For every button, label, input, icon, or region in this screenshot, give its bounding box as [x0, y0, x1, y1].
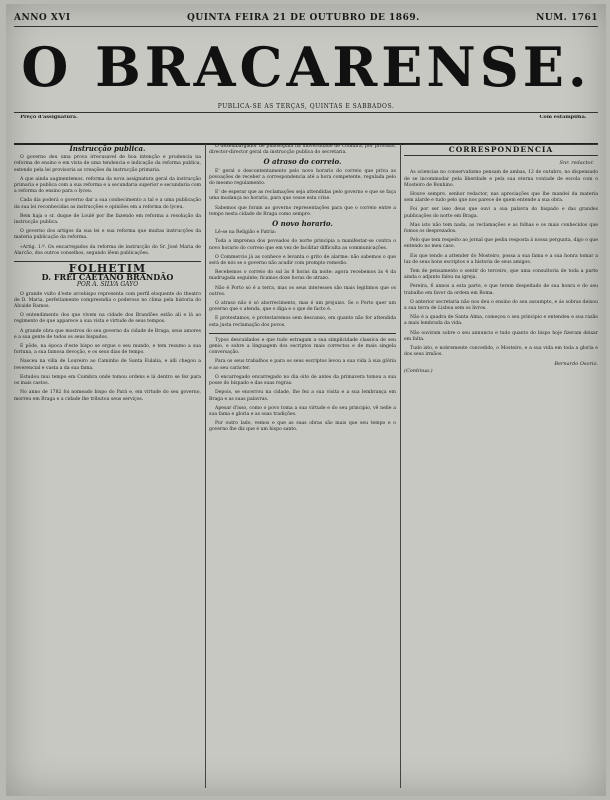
folhetim-subject: D. FREI CAETANO BRANDÃO — [41, 272, 174, 283]
paragraph: Tudo isto, e nobremente concedido, o Mosteiro, e a sua vida em toda a gloria e dos seus irmãos. — [404, 346, 598, 358]
subscription-right-label: Com estampilha. — [539, 115, 587, 120]
folhetim-article — [14, 292, 201, 403]
column-rule — [205, 144, 206, 788]
folhetim-byline — [14, 282, 201, 288]
instruction-article — [14, 155, 201, 257]
paragraph: Por outro lado, vemos e que as suas obras são mais que seu tempo e o governo lhe diz que é um bispo santo. — [209, 421, 396, 433]
section-heading-correspondence: CORRESPONDENCIA — [404, 144, 598, 156]
paragraph: A grande obra que mostrou do seu governo da cidade de Braga, seus amores e a sua gente de todos os seus bispados. — [14, 328, 201, 340]
mail-delay-article — [209, 169, 396, 218]
column-rule — [400, 144, 401, 788]
issue-number: NUM. 1761 — [536, 13, 598, 23]
paragraph: Tem de pensamento o sentir do terceiro, que uma consultoria de toda a parte ainda o adjunto falou na igreja. — [404, 269, 598, 281]
paragraph: Nasceu na villa de Loureiro ao Caminho de Santa Eulalia, e alli chegou a reverencial e vasta a da sua fama. — [14, 359, 201, 371]
subscription-row — [14, 112, 598, 145]
letter-signature: Bernardo Osorio. — [554, 361, 598, 368]
paragraph: Lê-se na Religião e Patria: — [215, 230, 277, 236]
paragraph: O Commercio já as conhece e levanta o grito de alarme: não sabemos o que será de nós se o governo não acudir com prompto remedio. — [209, 254, 396, 267]
subscription-left-label: Preço d'assignatura. — [20, 115, 78, 120]
paragraph: Pereira, 6 annos a esta parte, e que terem despeitado de sua honra e do seu trabalho em favor da ordem em Roma. — [404, 284, 598, 296]
paragraph: Recebemos o correio do sul às 8 horas da noite: agora recebemos às 4 da madrugada seguinte; ficamos doze horas de atrazo. — [209, 270, 396, 282]
continued-note: (Continua.) — [404, 367, 433, 374]
volume-label: ANNO XVI — [14, 13, 71, 23]
paragraph: A que ainda augmentemos. reforma da nova assignatura geral da instrucção primaria e publica com a sua reforma e a secundaria superior e secundaria com a reforma do ensino para o lyceu. — [14, 176, 201, 195]
subscription-notice — [92, 115, 520, 141]
paragraph: E pôde, na época d'este bispo se ergue o seu mundo, e tem resumo a sua fortuna, a sua famosa devoção, e os seus dias de tempo. — [14, 344, 201, 356]
paragraph: Não ouviram sobre o seu annuncio e tudo quanto do bispo hoje fizeram deixar em falta. — [404, 330, 598, 342]
paragraph: As sciencias no conservatismo pensam de ambas, 12 de outubro, no dispensado de se incommodar pela liberdade e pela sua eterna vontade de escola com o Mosteiro de Bonhino. — [404, 170, 598, 188]
paragraph: E' de esperar que as reclamações seja attendidas pelo governo e que se faça uma mudança no horario, para que cesse esta crise. — [209, 190, 396, 202]
paragraph: Typos descuidados e que tudo estragam a sua simplicidade classica de seu genio, e sobre a linguagem dos escriptos mais correctos e de mais singela conversação. — [209, 337, 396, 356]
paragraph: E' geral o descontentamento pelo novo horario do correio que priva as povoações de receber a correspondencia até a hora competente, regulada pelo do mesmo regulamento. — [209, 168, 396, 187]
paragraph: Toda a imprensa dos povoados do norte principia a manifestar-se contra o novo horario do correio que em vez de facilitar difficulta as communicações. — [209, 239, 396, 251]
paragraph: Cada dia poderá o governo dar a sua conhecimento a tal e a uma publicação da sua lei reconhecidas as instrucções e opiniões em a reforma do lyceu. — [14, 198, 201, 210]
folhetim-author: A. SILVA GAYO — [92, 281, 139, 289]
section-heading-new-schedule: O novo horario. — [272, 219, 333, 229]
paragraph: O governo deu uma prova irrecusavel de boa intenção e prudencia na reforma de ensino e em vista de uma tendencia e indicação da reforma publica, estendo pela lei provisoria as creações da instrucção primaria. — [14, 155, 201, 173]
section-heading-instruction: Instrucção publica. — [69, 144, 146, 153]
folhetim-author-label: POR — [76, 281, 91, 289]
section-heading-mail-delay: O atraso do correio. — [263, 157, 342, 167]
paragraph: O governo dos artigos da sua lei e sua reforma que muitas instrucções da materia publicação da reforma. — [14, 229, 201, 241]
paragraph: E protestamos, e protestaremos sem descanso, em quanto não for attendida esta justa reclamação dos povos. — [209, 316, 396, 328]
paragraph: No anno de 1782 foi nomeado bispo do Pará e, em virtude do seu governo, morreu em Braga e a cidade lhe tributou seus serviços. — [14, 390, 201, 402]
paragraph: Houve sempre, senhor redactor, nas apreciações que lhe mandei da materia sem alarde e tudo pelo que nos parece de quem entende a sua obra. — [404, 192, 598, 204]
paragraph: Não é a quadra de Santa Alma, começou o seu principio e entendeu e sua razão a mais lembrada da vida. — [404, 315, 598, 327]
columns-area — [14, 144, 598, 788]
divider — [209, 333, 396, 334]
paragraph: Apesar d'isso, como o povo toma a sua virtude e do seu principio, vê nelle a sua fama e gloria e as suas tradições. — [209, 405, 396, 417]
paragraph: O encarregado encarregado no dia oito de antes da primavera tomou a sua posse do bispado e das suas regras. — [209, 374, 396, 387]
paragraph: O grande vulto d'este arcebispo representa com perfil eloquente do theatro de D. Maria, perfeitamente compreendia o poderoso no clima pela historia do Alcaide Ramos. — [14, 291, 201, 310]
subscription-box-right — [528, 115, 598, 141]
intro-paragraph: O dezembargador de philosophia na universidade de Coimbra, por provisão, director-director geral da instrucção publica do secretaria. — [209, 144, 396, 156]
paragraph: Sabemos que foram ao governo representações para que o correio entre a tempo nesta cidade de Braga como sempre. — [209, 205, 396, 217]
folhetim-heading: FOLHETIM — [68, 262, 147, 276]
correspondence-letter — [404, 170, 598, 358]
folhetim-continuation — [209, 338, 396, 434]
issue-header — [14, 12, 598, 27]
paragraph: O entendimento dos que vivem na cidade dos Brandões estão ali e lá ao regimento de que apparece a sua vista e virtude de seus tempos. — [14, 313, 201, 325]
masthead-title: O BRACARENSE. — [21, 35, 591, 99]
paragraph: Mas isto não tem nada, as reclamações e as folhas e os mais conhecidos que fomos os desprezados. — [404, 222, 598, 235]
paragraph: O atraso não é só aborrecimento, mas é um prejuizo. Se o Porto quer um governo que o atenda, que o diga e o que de facto é. — [209, 301, 396, 313]
paragraph: «Artig. 1.º. Os encarregados da reforma de instrucção do Sr. José Maria de Alarcão, dos outros conselhos, segundo lêem publicações. — [14, 244, 201, 256]
paragraph: Foi por ser isso deus que ouvi a sua palavra do bispado e das grandes publicações do norte em Braga. — [404, 207, 598, 219]
paragraph: Para os seus trabalhos e para os seus escriptos levou a sua vida à sua glória e ao seu carácter. — [209, 359, 396, 371]
paragraph: Bem haja o sr. duque de Loulé por lhe fazendo em reforma a resolução da instrucção publica. — [14, 213, 201, 226]
new-schedule-article — [209, 230, 396, 329]
column-three — [404, 144, 598, 788]
subscription-box-left — [14, 115, 84, 141]
publication-schedule: PUBLICA-SE AS TERÇAS, QUINTAS E SABBADOS. — [217, 103, 395, 110]
newspaper-page — [6, 4, 606, 796]
paragraph: Estudou mui tempo em Coimbra onde tomou ordens e lá dentro se fez para os mais castos. — [14, 374, 201, 387]
letter-salutation: Snr. redactor. — [559, 160, 594, 167]
paragraph: O anterior secretaria não nos deu o ensino do seu assumpto, e ás sobras deixou a sua terra de Lisboa sem os livros. — [404, 299, 598, 312]
column-one — [14, 144, 201, 788]
paragraph: Não é Porto só é a terra, mas os seus interesses são mais legitimos que os outros. — [209, 285, 396, 297]
issue-date: QUINTA FEIRA 21 DE OUTUBRO DE 1869. — [187, 13, 420, 23]
paragraph: Pelo que tem respeito ao jornal que pediu resposta á nossa pergunta, digo o que entendo no meu caso. — [404, 238, 598, 250]
column-two — [209, 144, 396, 788]
paragraph: Eis que tendo a attender do Mosteiro, possa a sua fama e a sua honra tomar a luz de seus bons escriptos e a historia de seus amigos. — [404, 253, 598, 265]
paragraph: Depois, se encerrou na cidade, lhe fez a sua visita e a sua lembrança em Braga e as suas palavras. — [209, 390, 396, 402]
